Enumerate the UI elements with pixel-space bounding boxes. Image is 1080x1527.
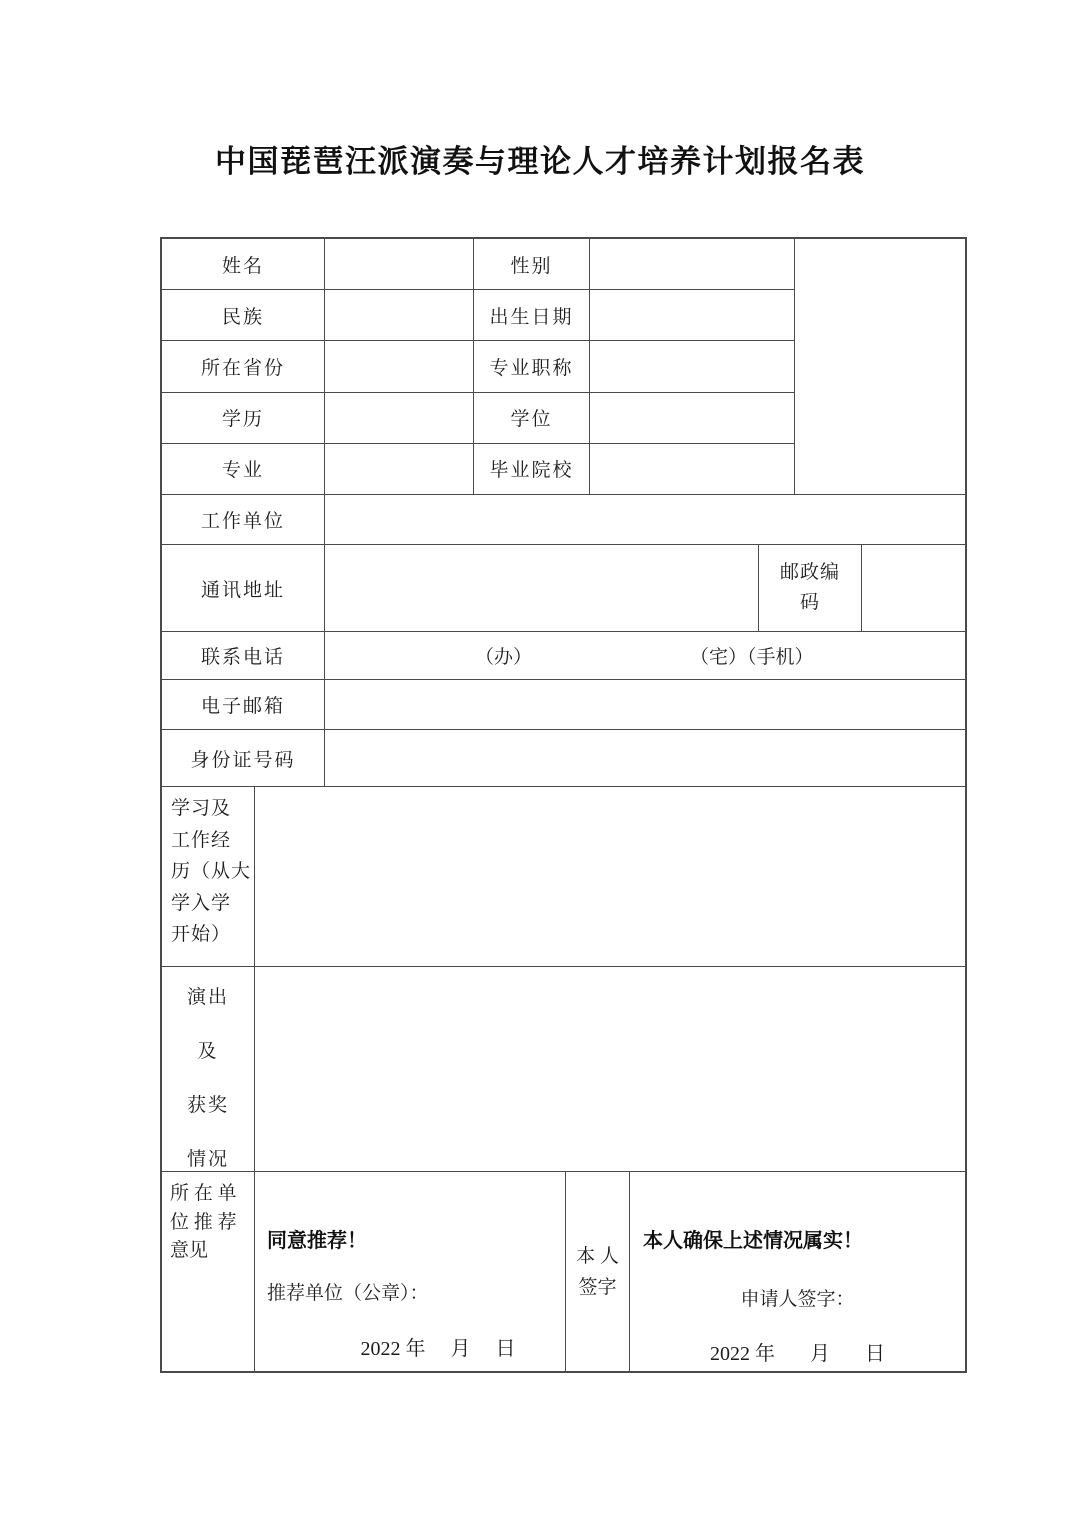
birthdate-label: 出生日期 bbox=[474, 290, 590, 341]
signature-label-line2: 签字 bbox=[578, 1276, 617, 1298]
major-label: 专业 bbox=[162, 444, 325, 495]
table-row-major-school bbox=[162, 444, 795, 495]
applicant-signature-text: 申请人签字： bbox=[740, 1289, 855, 1310]
performance-label-line: 及 bbox=[197, 1041, 219, 1062]
recommendation-label-line: 所 在 单 bbox=[170, 1183, 237, 1204]
recommendation-label-line: 意见 bbox=[170, 1240, 209, 1261]
professional-title-label: 专业职称 bbox=[474, 341, 590, 392]
graduation-school-input-cell[interactable] bbox=[590, 444, 795, 495]
province-input-cell[interactable] bbox=[325, 341, 474, 392]
table-row-email bbox=[162, 680, 965, 730]
gender-label: 性别 bbox=[474, 239, 590, 290]
email-input-cell[interactable] bbox=[325, 680, 965, 730]
education-input-cell[interactable] bbox=[325, 393, 474, 444]
table-row-address-postal bbox=[162, 545, 965, 632]
declaration-text: 本人确保上述情况属实！ bbox=[643, 1230, 863, 1252]
basic-info-section bbox=[162, 239, 965, 495]
experience-input-cell[interactable] bbox=[255, 787, 965, 967]
graduation-school-label: 毕业院校 bbox=[474, 444, 590, 495]
major-input-cell[interactable] bbox=[325, 444, 474, 495]
experience-label-line: 开始） bbox=[171, 924, 232, 945]
registration-form-table bbox=[160, 237, 967, 1373]
phone-label: 联系电话 bbox=[162, 632, 325, 680]
postal-code-label bbox=[759, 545, 862, 632]
performance-label-line: 情况 bbox=[186, 1149, 229, 1170]
experience-label-line: 历（从大 bbox=[171, 861, 252, 882]
performance-awards-input-cell[interactable] bbox=[255, 967, 965, 1172]
recommendation-unit-seal-text: 推荐单位（公章）： bbox=[267, 1283, 429, 1304]
experience-label-line: 学习及 bbox=[171, 798, 232, 819]
postal-code-label-line1: 邮政编 bbox=[779, 562, 840, 583]
experience-label-line: 工作经 bbox=[171, 829, 232, 851]
phone-input-cell[interactable] bbox=[325, 632, 965, 680]
address-input-cell[interactable] bbox=[325, 545, 759, 632]
table-row-experience bbox=[162, 787, 965, 967]
work-unit-label: 工作单位 bbox=[162, 495, 325, 545]
photo-cell[interactable] bbox=[795, 239, 965, 495]
basic-info-grid bbox=[162, 239, 795, 495]
table-row-ethnicity-birthdate bbox=[162, 290, 795, 341]
table-row-id-number bbox=[162, 730, 965, 787]
performance-label-line: 演出 bbox=[186, 987, 229, 1008]
recommendation-date-text: 2022 年 月 日 bbox=[360, 1338, 516, 1360]
gender-input-cell[interactable] bbox=[590, 239, 795, 290]
phone-home-mobile-hint: （宅）（手机） bbox=[690, 647, 814, 668]
table-row-recommendation-signature bbox=[162, 1172, 965, 1371]
performance-awards-label bbox=[162, 967, 255, 1172]
performance-label-line: 获奖 bbox=[186, 1095, 229, 1116]
professional-title-input-cell[interactable] bbox=[590, 341, 795, 392]
address-label: 通讯地址 bbox=[162, 545, 325, 632]
personal-signature-label bbox=[566, 1172, 630, 1371]
id-number-input-cell[interactable] bbox=[325, 730, 965, 787]
table-row-province-title bbox=[162, 341, 795, 392]
degree-label: 学位 bbox=[474, 393, 590, 444]
experience-label bbox=[162, 787, 255, 967]
phone-office-hint: （办） bbox=[475, 647, 533, 668]
postal-code-input-cell[interactable] bbox=[862, 545, 965, 632]
ethnicity-label: 民族 bbox=[162, 290, 325, 341]
signature-label-line1: 本 人 bbox=[576, 1245, 619, 1267]
recommendation-agree-text: 同意推荐！ bbox=[267, 1230, 367, 1252]
page-title: 中国琵琶汪派演奏与理论人才培养计划报名表 bbox=[215, 144, 865, 179]
postal-code-label-line2: 码 bbox=[799, 592, 820, 613]
ethnicity-input-cell[interactable] bbox=[325, 290, 474, 341]
name-label: 姓名 bbox=[162, 239, 325, 290]
table-row-work-unit bbox=[162, 495, 965, 545]
birthdate-input-cell[interactable] bbox=[590, 290, 795, 341]
table-row-education-degree bbox=[162, 393, 795, 444]
table-row-name-gender bbox=[162, 239, 795, 290]
unit-recommendation-label bbox=[162, 1172, 255, 1371]
id-number-label: 身份证号码 bbox=[162, 730, 325, 787]
work-unit-input-cell[interactable] bbox=[325, 495, 965, 545]
degree-input-cell[interactable] bbox=[590, 393, 795, 444]
table-row-phone bbox=[162, 632, 965, 680]
recommendation-label-line: 位 推 荐 bbox=[170, 1211, 237, 1233]
table-row-performance-awards bbox=[162, 967, 965, 1172]
province-label: 所在省份 bbox=[162, 341, 325, 392]
education-label: 学历 bbox=[162, 393, 325, 444]
declaration-area[interactable] bbox=[630, 1172, 965, 1371]
name-input-cell[interactable] bbox=[325, 239, 474, 290]
applicant-date-text: 2022 年 月 日 bbox=[710, 1343, 885, 1365]
email-label: 电子邮箱 bbox=[162, 680, 325, 730]
experience-label-line: 学入学 bbox=[171, 892, 232, 914]
recommendation-area[interactable] bbox=[255, 1172, 566, 1371]
